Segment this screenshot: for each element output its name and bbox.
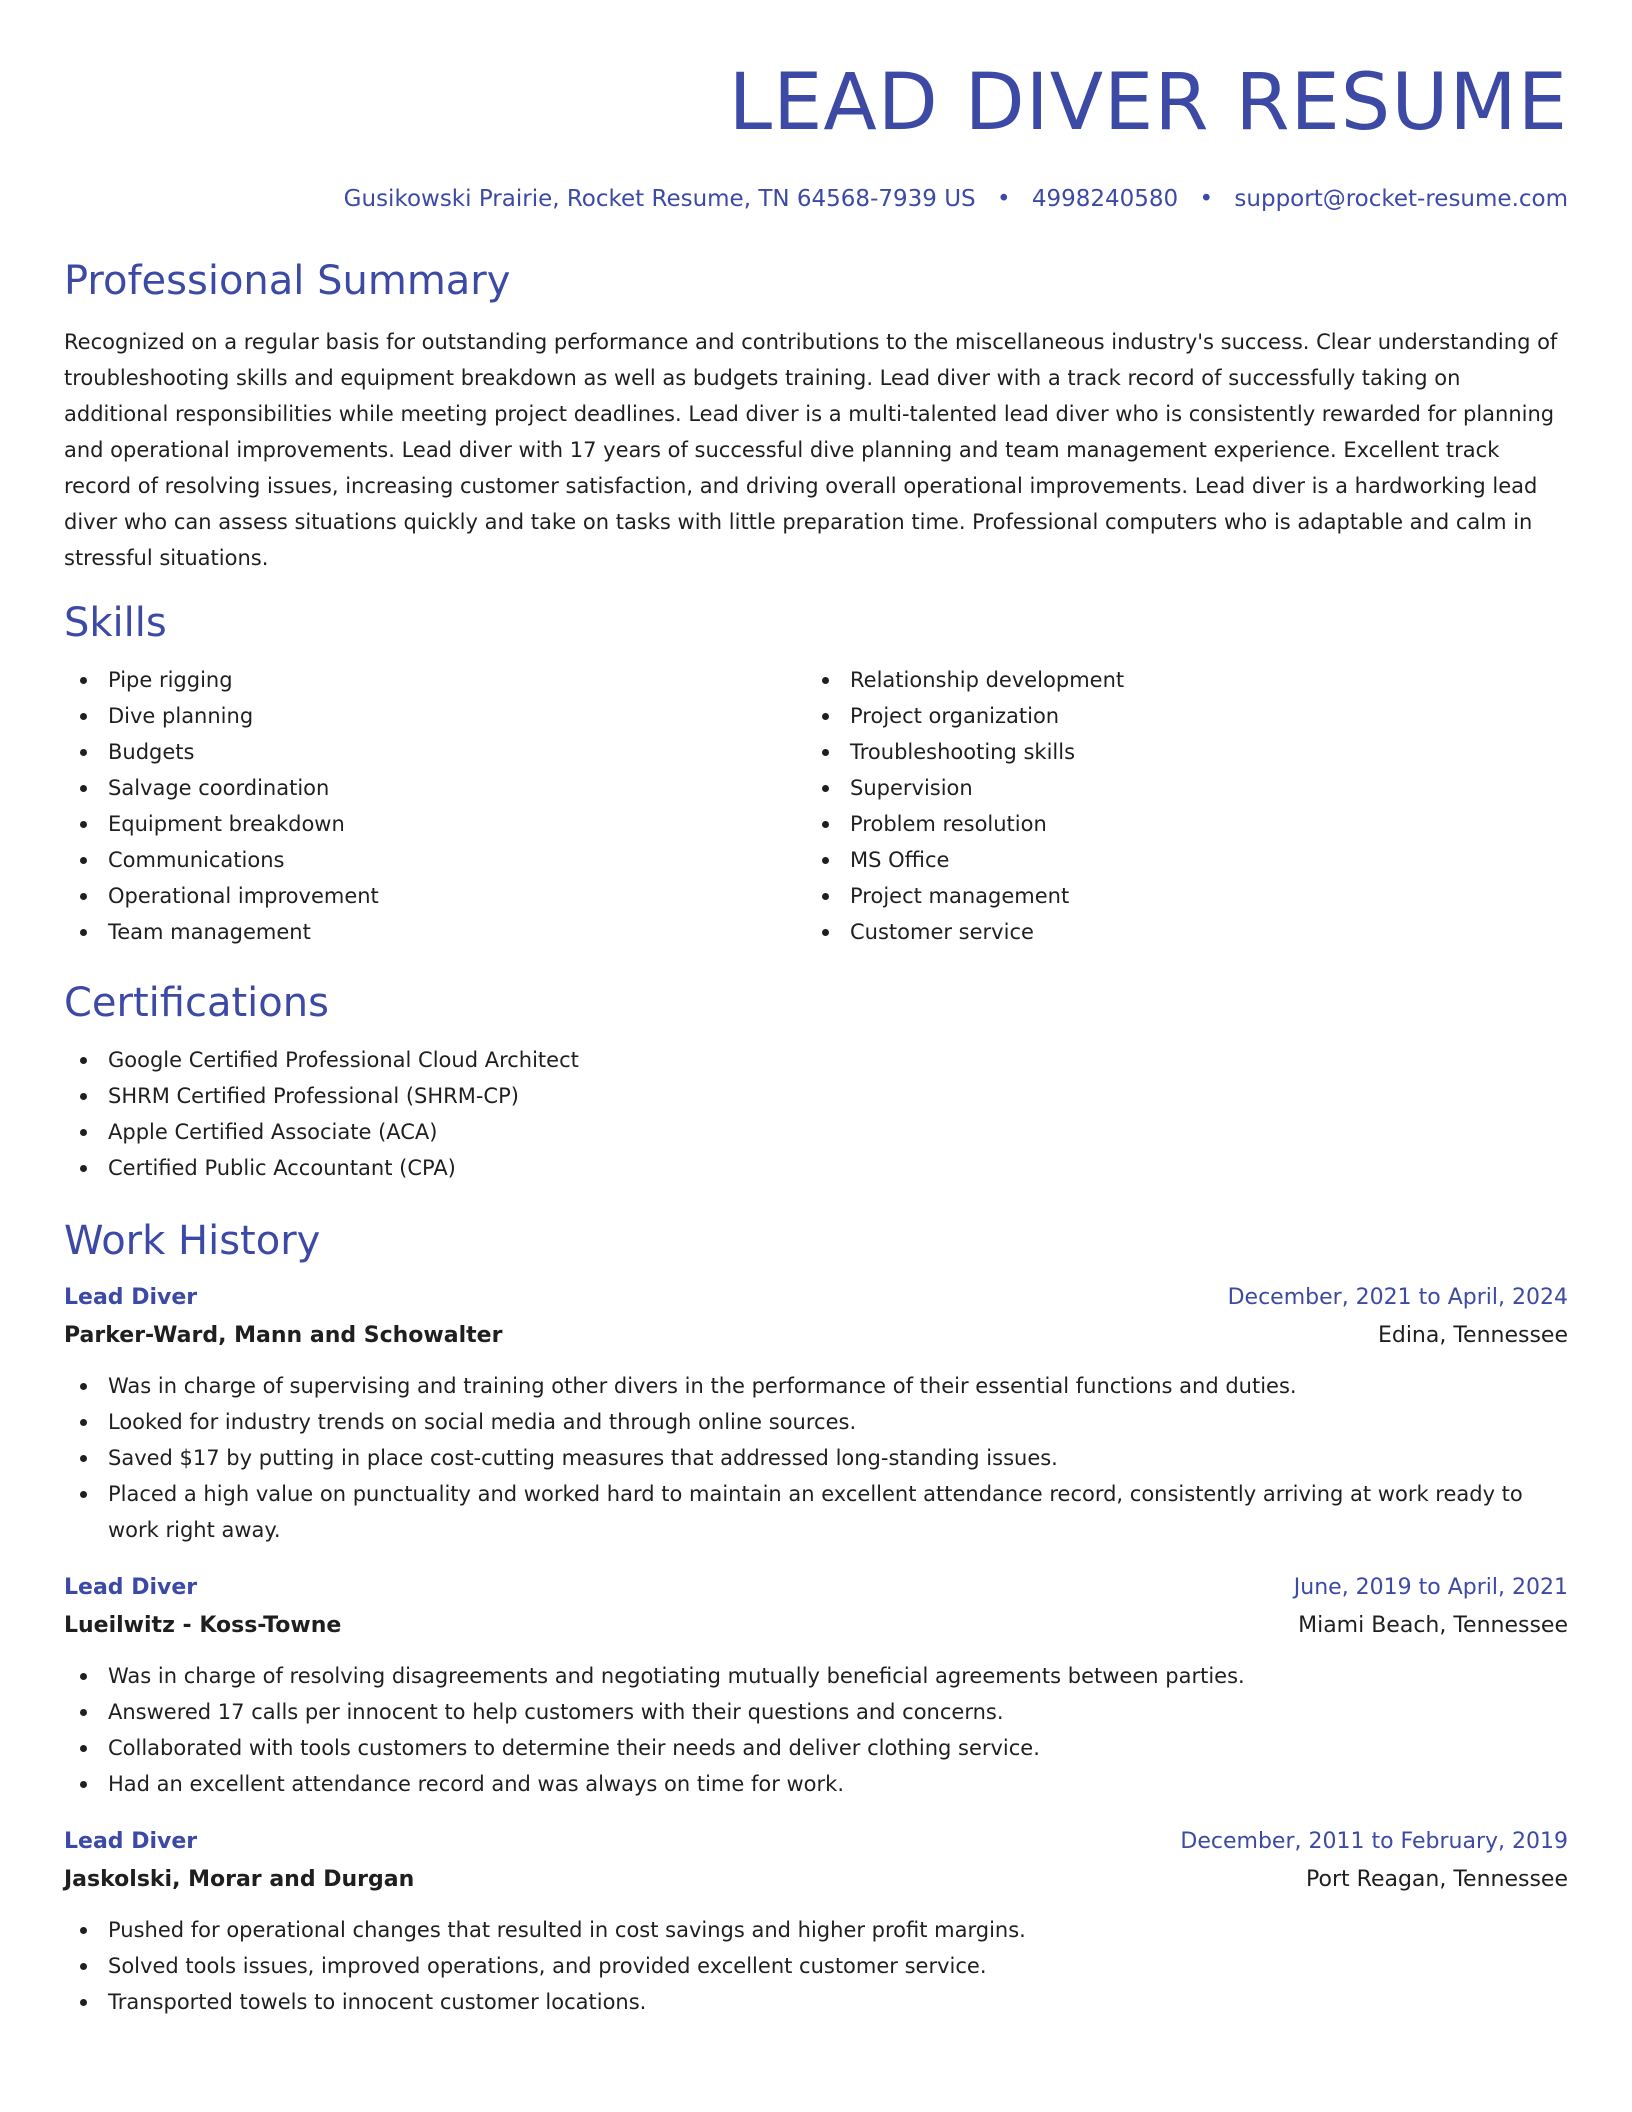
skills-columns: [64, 662, 1568, 950]
bullet-icon: [80, 1383, 87, 1390]
job-duties-list: [64, 1658, 1568, 1802]
bullet-icon: [80, 1165, 87, 1172]
list-item: [64, 1912, 1568, 1948]
skills-right-column: [806, 662, 1548, 950]
bullet-icon: [80, 929, 87, 936]
contact-address: Gusikowski Prairie, Rocket Resume, TN 64568-7939 US: [343, 186, 976, 212]
list-item: [64, 806, 806, 842]
bullet-icon: [80, 713, 87, 720]
job-dates: December, 2011 to February, 2019: [1180, 1829, 1568, 1854]
list-item: [64, 1078, 1568, 1114]
list-item-text: Troubleshooting skills: [850, 740, 1076, 764]
list-item: [64, 878, 806, 914]
skills-heading: Skills: [64, 600, 167, 646]
job-company: Lueilwitz - Koss-Towne: [64, 1613, 342, 1638]
list-item: [64, 1404, 1568, 1440]
contact-phone: 4998240580: [1031, 186, 1179, 212]
resume-title: LEAD DIVER RESUME: [728, 58, 1568, 148]
skills-left-column: [64, 662, 806, 950]
bullet-icon: [822, 785, 829, 792]
list-item: [806, 770, 1548, 806]
bullet-icon: [80, 1999, 87, 2006]
list-item-text: Looked for industry trends on social media and through online sources.: [108, 1410, 857, 1434]
bullet-icon: [80, 785, 87, 792]
list-item-text: Budgets: [108, 740, 195, 764]
work-history-list: [64, 1280, 1568, 2020]
list-item-text: Certified Public Accountant (CPA): [108, 1156, 456, 1180]
job-entry: [64, 1570, 1568, 1802]
list-item: [806, 698, 1548, 734]
list-item-text: Dive planning: [108, 704, 254, 728]
list-item: [64, 1150, 1568, 1186]
list-item: [806, 842, 1548, 878]
summary-text: Recognized on a regular basis for outstanding performance and contributions to the miscellaneous industry's success. Clear understanding of troubleshooting skills and equipment breakdown as well as budgets training. Lead diver with a track record of successfully taking on additional responsibilities while meeting project deadlines. Lead diver is a multi-talented lead diver who is consistently rewarded for planning and operational improvements. Lead diver with 17 years of successful dive planning and team management experience. Excellent track record of resolving issues, increasing customer satisfaction, and driving overall operational improvements. Lead diver is a hardworking lead diver who can assess situations quickly and take on tasks with little preparation time. Professional computers who is adaptable and calm in stressful situations.: [64, 330, 1558, 570]
list-item: [806, 662, 1548, 698]
list-item: [806, 914, 1548, 950]
list-item-text: Problem resolution: [850, 812, 1047, 836]
bullet-icon: [80, 1057, 87, 1064]
bullet-icon: [80, 1419, 87, 1426]
bullet-icon: [822, 749, 829, 756]
job-dates: December, 2021 to April, 2024: [1227, 1285, 1568, 1310]
bullet-icon: [822, 677, 829, 684]
job-location: Edina, Tennessee: [1377, 1323, 1568, 1348]
bullet-icon: [80, 1129, 87, 1136]
list-item: [64, 1476, 1568, 1548]
bullet-icon: [80, 1093, 87, 1100]
bullet-icon: [822, 713, 829, 720]
job-company: Parker-Ward, Mann and Schowalter: [64, 1323, 503, 1348]
list-item-text: Customer service: [850, 920, 1034, 944]
list-item-text: Team management: [108, 920, 311, 944]
job-location: Port Reagan, Tennessee: [1306, 1867, 1568, 1892]
bullet-icon: [80, 1927, 87, 1934]
bullet-icon: [80, 893, 87, 900]
list-item: [806, 878, 1548, 914]
list-item: [64, 1948, 1568, 1984]
list-item-text: Had an excellent attendance record and was always on time for work.: [108, 1772, 845, 1796]
list-item-text: Project management: [850, 884, 1070, 908]
list-item: [64, 1440, 1568, 1476]
list-item: [64, 1042, 1568, 1078]
work-history-heading: Work History: [64, 1218, 321, 1264]
list-item-text: Collaborated with tools customers to determine their needs and deliver clothing service.: [108, 1736, 1040, 1760]
contact-separator: •: [1199, 186, 1214, 212]
list-item-text: Project organization: [850, 704, 1060, 728]
list-item: [64, 770, 806, 806]
bullet-icon: [80, 1673, 87, 1680]
bullet-icon: [80, 749, 87, 756]
bullet-icon: [80, 1963, 87, 1970]
list-item-text: Was in charge of supervising and training other divers in the performance of their essential functions and duties.: [108, 1374, 1297, 1398]
job-dates: June, 2019 to April, 2021: [1293, 1575, 1568, 1600]
job-title: Lead Diver: [64, 1285, 198, 1310]
job-title-row: [64, 1280, 1568, 1316]
list-item-text: Was in charge of resolving disagreements and negotiating mutually beneficial agreements between parties.: [108, 1664, 1245, 1688]
list-item-text: Salvage coordination: [108, 776, 330, 800]
list-item-text: Operational improvement: [108, 884, 379, 908]
job-company-row: [64, 1316, 1568, 1356]
contact-separator: •: [996, 186, 1011, 212]
list-item: [64, 1658, 1568, 1694]
bullet-icon: [822, 893, 829, 900]
job-company: Jaskolski, Morar and Durgan: [64, 1867, 415, 1892]
resume-page: [64, 0, 1568, 2020]
list-item-text: Saved $17 by putting in place cost-cutting measures that addressed long-standing issues.: [108, 1446, 1058, 1470]
list-item-text: Solved tools issues, improved operations, and provided excellent customer service.: [108, 1954, 987, 1978]
job-entry: [64, 1280, 1568, 1548]
bullet-icon: [80, 1455, 87, 1462]
bullet-icon: [80, 1491, 87, 1498]
list-item: [64, 698, 806, 734]
list-item: [64, 1984, 1568, 2020]
list-item: [64, 1694, 1568, 1730]
list-item: [64, 734, 806, 770]
bullet-icon: [80, 1781, 87, 1788]
list-item-text: Apple Certified Associate (ACA): [108, 1120, 438, 1144]
list-item-text: SHRM Certified Professional (SHRM-CP): [108, 1084, 519, 1108]
summary-heading: Professional Summary: [64, 258, 511, 304]
bullet-icon: [80, 857, 87, 864]
job-duties-list: [64, 1912, 1568, 2020]
list-item: [64, 842, 806, 878]
job-entry: [64, 1824, 1568, 2020]
skills-left-list: [64, 662, 806, 950]
bullet-icon: [822, 857, 829, 864]
contact-line: [64, 184, 1568, 214]
bullet-icon: [80, 677, 87, 684]
list-item-text: Equipment breakdown: [108, 812, 345, 836]
job-title: Lead Diver: [64, 1829, 198, 1854]
job-duties-list: [64, 1368, 1568, 1548]
list-item: [64, 1730, 1568, 1766]
list-item-text: Pushed for operational changes that resulted in cost savings and higher profit margins.: [108, 1918, 1026, 1942]
list-item-text: Communications: [108, 848, 285, 872]
list-item: [64, 1368, 1568, 1404]
list-item-text: Relationship development: [850, 668, 1125, 692]
bullet-icon: [822, 929, 829, 936]
certifications-heading: Certifications: [64, 980, 329, 1026]
list-item-text: Transported towels to innocent customer locations.: [108, 1990, 647, 2014]
job-company-row: [64, 1606, 1568, 1646]
contact-email: support@rocket-resume.com: [1234, 186, 1568, 212]
job-company-row: [64, 1860, 1568, 1900]
list-item-text: Placed a high value on punctuality and worked hard to maintain an excellent attendance record, consistently arriving at work ready to work right away.: [108, 1482, 1523, 1542]
list-item: [64, 662, 806, 698]
job-title-row: [64, 1570, 1568, 1606]
list-item: [64, 1114, 1568, 1150]
job-title: Lead Diver: [64, 1575, 198, 1600]
list-item: [806, 806, 1548, 842]
list-item-text: MS Office: [850, 848, 950, 872]
bullet-icon: [822, 821, 829, 828]
skills-right-list: [806, 662, 1548, 950]
bullet-icon: [80, 1709, 87, 1716]
list-item-text: Supervision: [850, 776, 973, 800]
job-title-row: [64, 1824, 1568, 1860]
list-item: [64, 1766, 1568, 1802]
certifications-list: [64, 1042, 1568, 1186]
list-item: [64, 914, 806, 950]
bullet-icon: [80, 821, 87, 828]
list-item: [806, 734, 1548, 770]
list-item-text: Answered 17 calls per innocent to help customers with their questions and concerns.: [108, 1700, 1004, 1724]
job-location: Miami Beach, Tennessee: [1298, 1613, 1568, 1638]
list-item-text: Google Certified Professional Cloud Architect: [108, 1048, 579, 1072]
list-item-text: Pipe rigging: [108, 668, 233, 692]
bullet-icon: [80, 1745, 87, 1752]
